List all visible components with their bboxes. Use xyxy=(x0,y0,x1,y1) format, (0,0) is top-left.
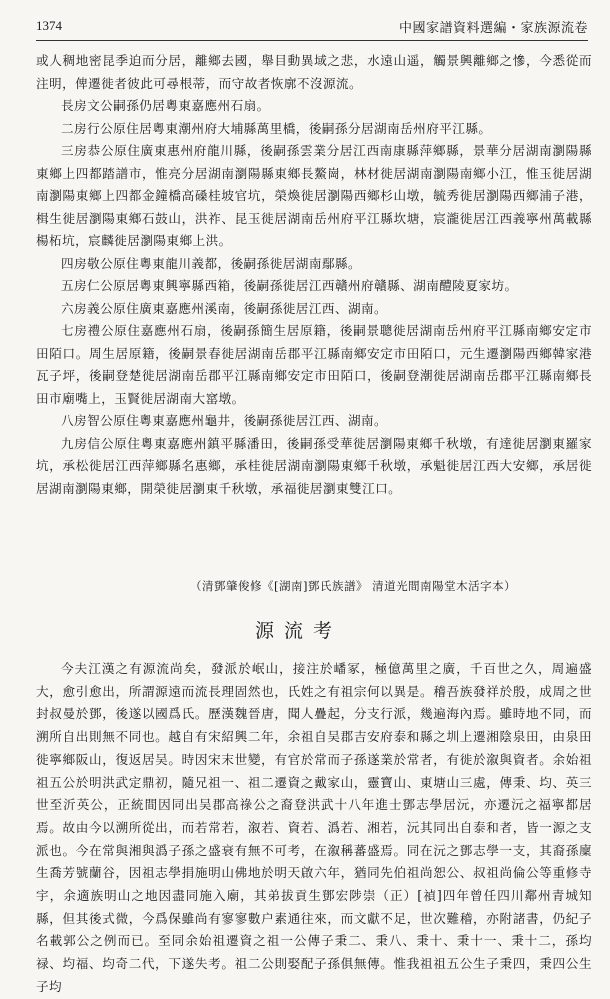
origin-paragraph: 今夫江漢之有源流尚矣，發派於岷山，接注於嶓冢，極億萬里之廣，千百世之久，周遍盛大，愈引愈出，所謂源遠而流長理固然也，氏姓之有祖宗何以異是。稽吾族發祥於殷，成周之世封叔曼於鄧，後遂以國爲氏。歷漢魏晉唐，聞人疊起，分支行派，幾遍海內焉。雖時地不同，而溯所自出則無不同也。越自有宋紹興二年，余祖自吴郡吉安府泰和縣之圳上遷湘陰泉田，由泉田徙寧鄉阪山，復返居吴。時因宋末世變，有官於常而子孫遂業於常者，有徙於溆與資者。余始祖祖五公於明洪武定鼎初，隨兄祖一、祖二遷資之戴家山，靈寶山、東塘山三處，傳秉、均、英三世至沂英公，正統間因同出吴郡高祿公之裔登洪武十八年進士鄧志學居沅，亦遷沅之福寧都居焉。故由今以溯所從出，而若常若，溆若、資若、潙若、湘若，沅其同出自泰和者，皆一源之支派也。今在常與湘與潙子孫之盛衰有無不可考，在溆稱蕃盛焉。同在沅之鄧志學一支，其裔孫廩生喬芳號蘭谷，因祖志學捐施明山佛地於明天啟六年，猶同先伯祖尚恕公、叔祖尚倫公等重修寺宇，余適族明山之地因盡同施入廟，其弟拔貢生鄧宏陟崇（正）[禎]四年曾任四川鄰州青城知縣，但其後式微，今爲保雖尚有寥寥數户素通往來，而文獻不足，世次難稽，亦附諸書，仍紀子名載郭公之例而已。至同余始祖遷資之祖一公傳子秉二、秉八、秉十、秉十一、秉十二，孫均禄、均福、均奇二代，下遂失考。祖二公則娶配子孫俱無傳。惟我祖祖五公生子秉四，秉四公生子均 xyxy=(36,661,592,994)
page-header xyxy=(36,14,588,41)
source-citation: （清鄧肇俊修《[湖南]鄧氏族譜》 清道光間南陽堂木活字本） xyxy=(190,579,517,593)
branch-paragraph-9: 九房信公原住粵東嘉應州鎮平縣潘田，後嗣孫受華徙居瀏陽東鄉千秋墩，有達徙居瀏東羅家坑，承松徙居江西萍鄉縣名惠鄉，承桂徙居湖南瀏陽東鄉千秋墩，承魁徙居江西大安鄉，承居徙居湖南瀏陽東鄉，開榮徙居瀏東千秋墩，承福徙居瀏東雙江口。 xyxy=(36,435,592,496)
page-number: 1374 xyxy=(36,18,62,33)
section-title: 源流考 xyxy=(255,620,343,642)
branch-paragraph-8: 八房智公原住粵東嘉應州龜井，後嗣孫徙居江西、湖南。 xyxy=(61,413,388,428)
lineage-section xyxy=(36,50,592,500)
origin-section xyxy=(36,658,592,999)
running-title: 中國家譜資料選編・家族源流卷 xyxy=(398,21,588,36)
intro-paragraph: 或人稠地密昆季迫而分居，離鄉去國，舉目動異域之悲，水遠山遥，觸景興離鄉之慘，今悉從而注明，俾遷徙者彼此可尋根蒂，而守故者恢廓不沒源流。 xyxy=(36,53,592,91)
branch-paragraph-2: 二房行公原住居粵東潮州府大埔縣萬里橋，後嗣孫分居湖南岳州府平江縣。 xyxy=(61,120,492,136)
branch-paragraph-1: 長房文公嗣孫仍居粵東嘉應州石扇。 xyxy=(61,98,270,113)
branch-paragraph-6: 六房義公原住廣東嘉應州溪南，後嗣孫徙居江西、湖南。 xyxy=(61,300,388,316)
branch-paragraph-7: 七房禮公原住嘉應州石扇，後嗣孫簡生居原籍，後嗣景聰徙居湖南岳州府平江縣南鄉安定市田陌口。周生居原籍，後嗣景春徙居湖南岳郡平江縣南鄉安定市田陌口，元生遷瀏陽西鄉韓家港瓦子坪，後嗣登楚徙居湖南岳郡平江縣南鄉安定市田陌口，後嗣登潮徙居湖南岳郡平江縣南鄉長田市廟嘴上，玉賢徙居湖南大窰墩。 xyxy=(36,323,592,406)
branch-paragraph-4: 四房敬公原住粵東龍川義都，後嗣孫徙居湖南鄢縣。 xyxy=(61,255,362,271)
branch-paragraph-5: 五房仁公原居粵東興寧縣西箱，後嗣孫徙居江西贛州府贛縣、湖南醴陵夏家坊。 xyxy=(61,278,518,293)
branch-paragraph-3: 三房恭公原住廣東惠州府龍川縣，後嗣孫雲業分居江西南康縣萍鄉縣，景華分居湖南瀏陽縣東鄉上四都踏譜市，惟亮分居湖南瀏陽縣東鄉長鰲崗，林材徙居湖南瀏陽南鄉小江，惟玉徙居湖南瀏陽東鄉上四都金鐘橋高磉桂坡官坑，榮煥徙居瀏陽西鄉杉山墩，毓秀徙居瀏陽西鄉浦子港，楫生徙居瀏陽東鄉石鼓山，洪祚、昆玉徙居湖南岳州府平江縣坎塘，宸瀧徙居江西義寧州萬載縣楊柘坑，宸麟徙居瀏陽東鄉上洪。 xyxy=(36,143,592,248)
